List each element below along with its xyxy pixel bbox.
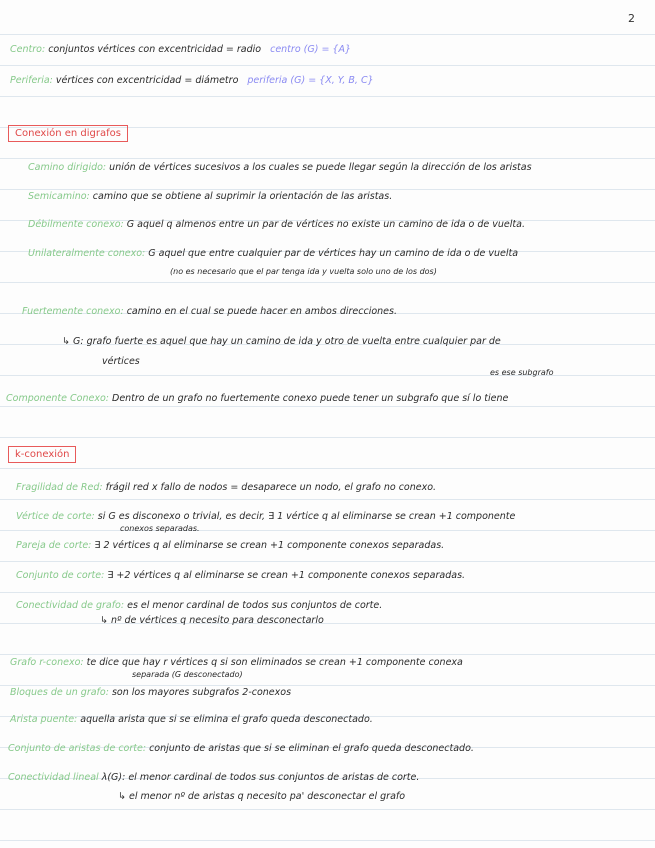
definition: camino en el cual se puede hacer en ambos direcciones. <box>126 306 397 317</box>
definition: ∃ 2 vértices q al eliminarse se crean +1 componente conexos separadas. <box>94 540 445 551</box>
term: Semicamino: <box>28 191 90 202</box>
componente-note: es ese subgrafo <box>490 368 554 377</box>
componente-line <box>6 393 508 405</box>
term: Fragilidad de Red: <box>16 482 103 493</box>
semicamino-line <box>28 191 392 203</box>
term: Débilmente conexo: <box>28 219 124 230</box>
unilateral-note: (no es necesario que el par tenga ida y vuelta solo uno de los dos) <box>170 267 437 276</box>
term: Grafo r-conexo: <box>10 657 84 668</box>
debilmente-line <box>28 219 525 231</box>
definition: son los mayores subgrafos 2-conexos <box>111 687 292 698</box>
conectividad-lineal-line <box>8 772 419 784</box>
term: Componente Conexo: <box>6 393 109 404</box>
unilateral-line <box>28 248 518 260</box>
fragilidad-line <box>16 482 436 494</box>
term: Arista puente: <box>10 714 78 725</box>
section-heading: Conexión en digrafos <box>8 125 128 142</box>
conjunto-corte-line <box>16 570 465 582</box>
definition: ∃ +2 vértices q al eliminarse se crean +1 componente conexos separadas. <box>107 570 466 581</box>
term: Centro: <box>10 44 46 55</box>
conectividad-lineal-sub: ↳ el menor nº de aristas q necesito pa' desconectar el grafo <box>118 791 406 802</box>
term: Conectividad lineal <box>8 772 99 783</box>
page-number: 2 <box>628 12 635 25</box>
centro-line <box>10 44 351 56</box>
vertice-corte-text2: conexos separadas. <box>120 524 200 533</box>
definition: es el menor cardinal de todos sus conjuntos de corte. <box>127 600 383 611</box>
camino-dirigido-line <box>28 162 532 174</box>
term: Camino dirigido: <box>28 162 107 173</box>
definition: frágil red x fallo de nodos = desaparece un nodo, el grafo no conexo. <box>105 482 437 493</box>
grafo-r-line <box>10 657 463 669</box>
grafo-r-text2: separada (G desconectado) <box>132 670 243 679</box>
vertice-corte-line <box>16 511 515 523</box>
term: Vértice de corte: <box>16 511 95 522</box>
example: periferia (G) = {X, Y, B, C} <box>247 75 374 86</box>
example: centro (G) = {A} <box>270 44 352 55</box>
periferia-line <box>10 75 374 87</box>
definition: Dentro de un grafo no fuertemente conexo puede tener un subgrafo que sí lo tiene <box>112 393 509 404</box>
definition: unión de vértices sucesivos a los cuales se puede llegar según la dirección de los aristas <box>109 162 532 173</box>
conjunto-aristas-line <box>8 743 474 755</box>
definition: G aquel que entre cualquier par de vértices hay un camino de ida o de vuelta <box>148 248 519 259</box>
section-heading: k-conexión <box>8 446 76 463</box>
bloques-line <box>10 687 291 699</box>
definition: conjuntos vértices con excentricidad = radio <box>48 44 262 55</box>
subtext: nº de vértices q necesito para desconectarlo <box>111 615 324 626</box>
fuertemente-sub2: vértices <box>102 356 140 367</box>
definition: G aquel q almenos entre un par de vértices no existe un camino de ida o de vuelta. <box>126 219 525 230</box>
definition: te dice que hay r vértices q si son eliminados se crean +1 componente conexa <box>86 657 463 668</box>
term: Conectividad de grafo: <box>16 600 125 611</box>
term: Conjunto de corte: <box>16 570 105 581</box>
definition: conjunto de aristas que si se eliminan el grafo queda desconectado. <box>149 743 474 754</box>
conectividad-line <box>16 600 382 612</box>
term: Fuertemente conexo: <box>22 306 124 317</box>
definition: camino que se obtiene al suprimir la orientación de las aristas. <box>92 191 393 202</box>
subtext: G: grafo fuerte es aquel que hay un camino de ida y otro de vuelta entre cualquier par de <box>73 336 501 347</box>
definition: vértices con excentricidad = diámetro <box>55 75 239 86</box>
definition: si G es disconexo o trivial, es decir, ∃ 1 vértice q al eliminarse se crean +1 componente <box>97 511 516 522</box>
term: Periferia: <box>10 75 53 86</box>
term: Pareja de corte: <box>16 540 92 551</box>
fuertemente-sub: ↳ G: grafo fuerte es aquel que hay un camino de ida y otro de vuelta entre cualquier par de <box>62 336 501 347</box>
arista-puente-line <box>10 714 373 726</box>
fuertemente-line <box>22 306 397 318</box>
term: Conjunto de aristas de corte: <box>8 743 147 754</box>
definition: λ(G): el menor cardinal de todos sus conjuntos de aristas de corte. <box>101 772 420 783</box>
definition: aquella arista que si se elimina el grafo queda desconectado. <box>80 714 373 725</box>
conectividad-sub: ↳ nº de vértices q necesito para desconectarlo <box>100 615 324 626</box>
term: Bloques de un grafo: <box>10 687 109 698</box>
pareja-corte-line <box>16 540 444 552</box>
term: Unilateralmente conexo: <box>28 248 146 259</box>
subtext: el menor nº de aristas q necesito pa' desconectar el grafo <box>129 791 406 802</box>
